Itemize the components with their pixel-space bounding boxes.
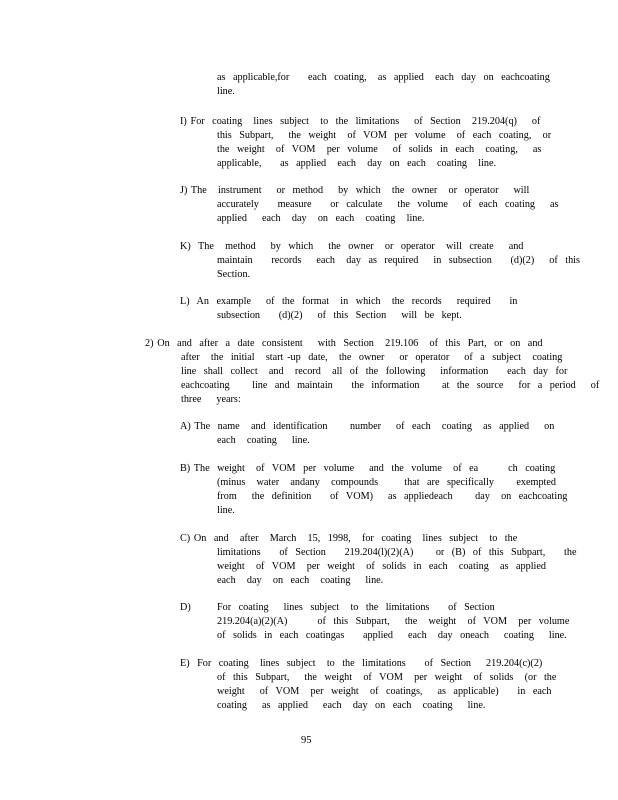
text-line: Section. [217, 269, 251, 280]
list-item-d: For coating lines subject to the limitations of Section [217, 602, 495, 613]
text-line: weight of VOM per weight of coatings, as applicable) in each [217, 686, 552, 697]
text-line: from the definition of VOM) as appliedeach day on eachcoating [217, 491, 568, 502]
text-line: each day on each coating line. [217, 575, 384, 586]
text-line: of this Subpart, the weight of VOM per weight of solids (or the [217, 672, 557, 683]
text-line: applied each day on each coating line. [217, 213, 425, 224]
text-line: coating as applied each day on each coating line. [217, 700, 486, 711]
text-line: line. [217, 505, 235, 516]
text-line: as applicable,for each coating, as applied each day on eachcoating [217, 72, 550, 83]
text-line: the weight of VOM per volume of solids in each coating, as [217, 144, 542, 155]
list-item-l: L) An example of the format in which the records required in [180, 296, 518, 307]
text-line: of solids in each coatingas applied each day oneach coating line. [217, 630, 567, 641]
text-line: subsection (d)(2) of this Section will be kept. [217, 310, 462, 321]
text-line: each coating line. [217, 435, 310, 446]
list-item-c: C) On and after March 15, 1998, for coating lines subject to the [180, 533, 518, 544]
text-line: line. [217, 86, 235, 97]
text-line: accurately measure or calculate the volume of each coating as [217, 199, 559, 210]
text-line: this Subpart, the weight of VOM per volume of each coating, or [217, 130, 552, 141]
text-line: limitations of Section 219.204(l)(2)(A) or (B) of this Subpart, the [217, 547, 577, 558]
text-line: 219.204(a)(2)(A) of this Subpart, the weight of VOM per volume [217, 616, 570, 627]
text-line: three years: [181, 394, 241, 405]
page-number: 95 [301, 735, 312, 746]
text-line: weight of VOM per weight of solids in each coating as applied [217, 561, 547, 572]
list-item-i: I) For coating lines subject to the limitations of Section 219.204(q) of [180, 116, 541, 127]
text-line: maintain records each day as required in subsection (d)(2) of this [217, 255, 580, 266]
text-line: line shall collect and record all of the following information each day for [181, 366, 568, 377]
text-line: after the initial start -up date, the owner or operator of a subject coating [181, 352, 563, 363]
list-item-e: E) For coating lines subject to the limitations of Section 219.204(c)(2) [180, 658, 543, 669]
list-item-b: B) The weight of VOM per volume and the volume of ea ch coating [180, 463, 556, 474]
list-item-d-label: D) [180, 602, 191, 613]
list-item-j: J) The instrument or method by which the owner or operator will [180, 185, 530, 196]
list-item-2: 2) On and after a date consistent with Section 219.106 of this Part, or on and [145, 338, 543, 349]
list-item-k: K) The method by which the owner or operator will create and [180, 241, 524, 252]
text-line: applicable, as applied each day on each coating line. [217, 158, 497, 169]
text-line: (minus water andany compounds that are specifically exempted [217, 477, 556, 488]
list-item-a: A) The name and identification number of each coating as applied on [180, 421, 555, 432]
text-line: eachcoating line and maintain the information at the source for a period of [181, 380, 600, 391]
